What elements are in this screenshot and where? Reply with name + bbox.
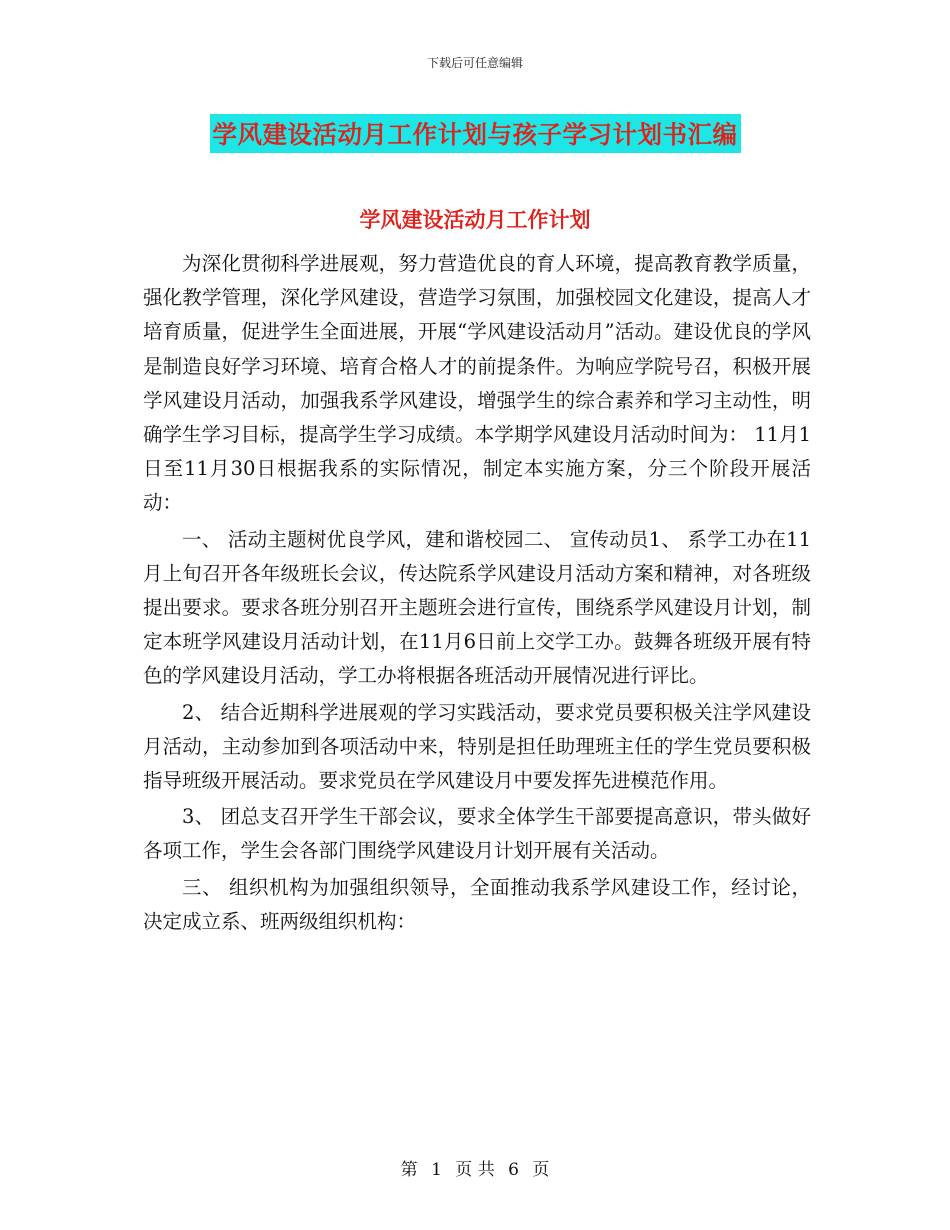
document-title-text: 学风建设活动月工作计划与孩子学习计划书汇编 xyxy=(210,114,741,153)
footer-middle: 页 共 xyxy=(455,1160,495,1180)
paragraph: 2、 结合近期科学进展观的学习实践活动，要求党员要积极关注学风建设月活动，主动参加到各项活动中来，特别是担任助理班主任的学生党员要积极指导班级开展活动。要求党员在学风建设月中要发挥先进模范作用。 xyxy=(143,700,811,793)
paragraph: 三、 组织机构为加强组织领导，全面推动我系学风建设工作，经讨论，决定成立系、班两级组织机构： xyxy=(143,875,811,933)
footer-prefix: 第 xyxy=(400,1160,418,1180)
header-note: 下载后可任意编辑 xyxy=(426,56,523,70)
document-title xyxy=(0,114,950,153)
paragraph: 3、 团总支召开学生干部会议，要求全体学生干部要提高意识，带头做好各项工作，学生会各部门围绕学风建设月计划开展有关活动。 xyxy=(143,805,811,863)
page-footer xyxy=(0,1155,950,1180)
section-title: 学风建设活动月工作计划 xyxy=(359,207,591,232)
footer-suffix: 页 xyxy=(532,1160,550,1180)
document-body xyxy=(143,247,811,941)
total-pages: 6 xyxy=(508,1160,519,1180)
paragraph: 为深化贯彻科学进展观，努力营造优良的育人环境，提高教育教学质量，强化教学管理，深化学风建设，营造学习氛围，加强校园文化建设，提高人才培育质量，促进学生全面进展，开展“学风建设活动月”活动。建设优良的学风是制造良好学习环境、培育合格人才的前提条件。为响应学院号召，积极开展学风建设月活动，加强我系学风建设，增强学生的综合素养和学习主动性，明确学生学习目标，提高学生学习成绩。本学期学风建设月活动时间为： 11月1日至11月30日根据我系的实际情况，制定本实施方案，分三个阶段开展活动： xyxy=(143,252,811,515)
current-page-number: 1 xyxy=(431,1160,442,1180)
paragraph: 一、 活动主题树优良学风，建和谐校园二、 宣传动员1、 系学工办在11月上旬召开各年级班长会议，传达院系学风建设月活动方案和精神，对各班级提出要求。要求各班分别召开主题班会进行宣传，围绕系学风建设月计划，制定本班学风建设月活动计划，在11月6日前上交学工办。鼓舞各班级开展有特色的学风建设月活动，学工办将根据各班活动开展情况进行评比。 xyxy=(143,527,811,688)
